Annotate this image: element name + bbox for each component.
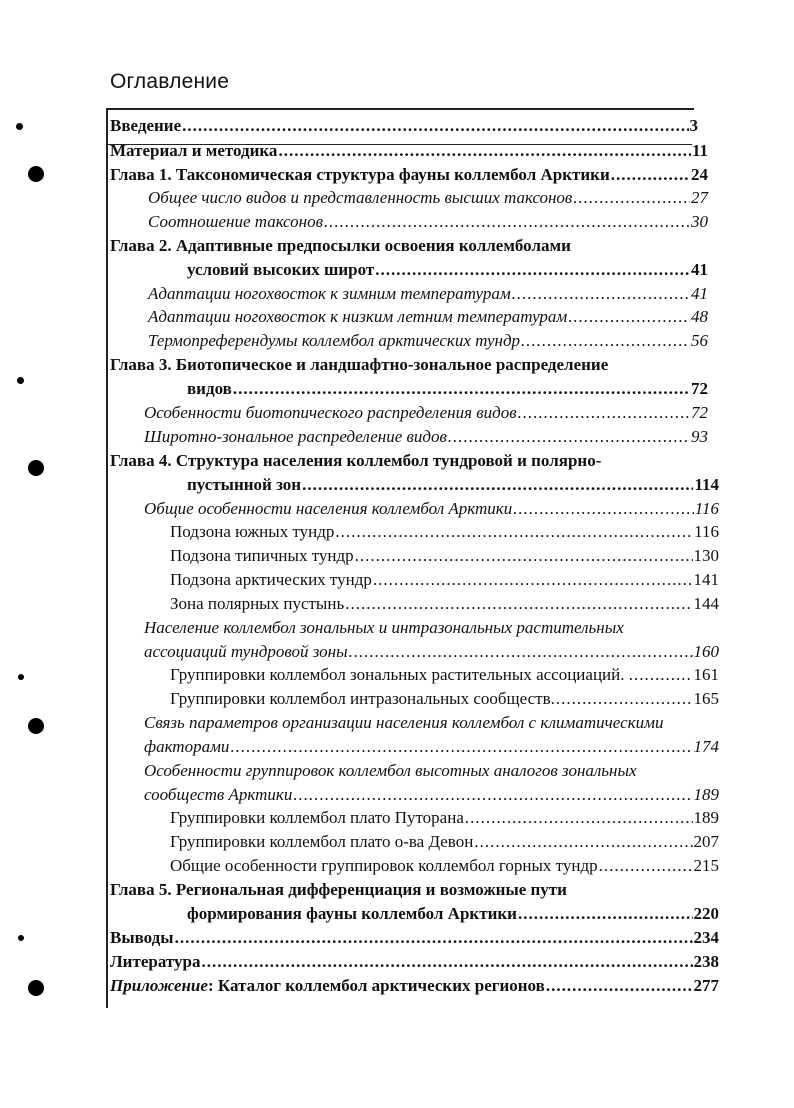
toc-entry-section[interactable]: Термопреферендумы коллембол арктических тундр ..... 56 <box>148 330 708 352</box>
toc-entry-subsection[interactable]: Группировки коллембол плато о-ва Девон ..... 207 <box>170 831 719 853</box>
toc-entry-section[interactable]: Широтно-зональное распределение видов ..... 93 <box>144 426 708 448</box>
scan-mark <box>18 674 24 680</box>
toc-entry-subsection[interactable]: Общие особенности группировок коллембол горных тундр ..... 215 <box>170 855 719 877</box>
toc-entry-chapter-2-cont[interactable]: условий высоких широт ..... 41 <box>187 259 708 281</box>
toc-entry-chapter-2[interactable]: Глава 2. Адаптивные предпосылки освоения коллемболами <box>110 236 571 255</box>
toc-entry-subsection[interactable]: Подзона южных тундр ..... 116 <box>170 521 719 543</box>
toc-entry-section[interactable]: Население коллембол зональных и интразональных растительных <box>144 618 624 637</box>
toc-entry-subsection[interactable]: Группировки коллембол зональных растительных ассоциаций. . ..... 161 <box>170 664 719 686</box>
page-title: Оглавление <box>110 70 230 93</box>
toc-entry-section-cont[interactable]: факторами ..... 174 <box>144 736 719 758</box>
toc-entry-subsection[interactable]: Подзона арктических тундр ..... 141 <box>170 569 719 591</box>
toc-entry-subsection[interactable]: Группировки коллембол интразональных сообществ. ..... 165 <box>170 688 719 710</box>
toc-entry-conclusions[interactable]: Выводы ..... 234 <box>110 927 719 949</box>
appendix-label: Приложение <box>110 976 208 995</box>
toc-entry-chapter-4-cont[interactable]: пустынной зон ..... 114 <box>187 474 719 496</box>
punch-hole <box>28 460 44 476</box>
toc-entry-section[interactable]: Общее число видов и представленность высших таксонов ..... 27 <box>148 187 708 209</box>
toc-entry-subsection[interactable]: Подзона типичных тундр ..... 130 <box>170 545 719 567</box>
toc-entry-section[interactable]: Особенности группировок коллембол высотных аналогов зональных <box>144 761 637 780</box>
punch-hole <box>28 980 44 996</box>
toc-entry-section-cont[interactable]: ассоциаций тундровой зоны ..... 160 <box>144 641 719 663</box>
toc-entry-section[interactable]: Соотношение таксонов ..... 30 <box>148 211 708 233</box>
toc-entry-literature[interactable]: Литература ..... 238 <box>110 951 719 973</box>
punch-hole <box>28 718 44 734</box>
toc-entry-section-cont[interactable]: сообществ Арктики ..... 189 <box>144 784 719 806</box>
toc-entry-chapter-5[interactable]: Глава 5. Региональная дифференциация и возможные пути <box>110 880 567 899</box>
toc-entry-section[interactable]: Адаптации ногохвосток к низким летним температурам ..... 48 <box>148 306 708 328</box>
appendix-title: : Каталог коллембол арктических регионов <box>207 976 545 995</box>
scan-mark <box>17 377 24 384</box>
toc-entry-chapter-4[interactable]: Глава 4. Структура населения коллембол тундровой и полярно- <box>110 451 602 470</box>
scan-mark <box>16 123 23 130</box>
toc-entry-chapter-3[interactable]: Глава 3. Биотопическое и ландшафтно-зональное распределение <box>110 355 609 374</box>
toc-entry-materials[interactable]: Материал и методика ..... 11 <box>110 140 708 162</box>
toc-entry-section[interactable]: Связь параметров организации населения коллембол с климатическими <box>144 713 664 732</box>
toc-entry-chapter-5-cont[interactable]: формирования фауны коллембол Арктики ..... 220 <box>187 903 719 925</box>
punch-hole <box>28 166 44 182</box>
toc-entry-intro[interactable]: Введение ..... 3 <box>110 115 698 137</box>
toc-entry-chapter-1[interactable]: Глава 1. Таксономическая структура фауны коллембол Арктики ..... 24 <box>110 164 708 186</box>
toc-entry-section[interactable]: Особенности биотопического распределения видов ..... 72 <box>144 402 708 424</box>
toc-entry-chapter-3-cont[interactable]: видов ..... 72 <box>187 378 708 400</box>
toc-entry-subsection[interactable]: Группировки коллембол плато Путорана ..... 189 <box>170 807 719 829</box>
toc-entry-section[interactable]: Общие особенности населения коллембол Арктики ..... 116 <box>144 498 719 520</box>
scan-mark <box>18 935 24 941</box>
toc-entry-subsection[interactable]: Зона полярных пустынь ..... 144 <box>170 593 719 615</box>
toc-entry-appendix[interactable]: Приложение: Каталог коллембол арктических регионов ..... 277 <box>110 975 719 997</box>
toc-entry-section[interactable]: Адаптации ногохвосток к зимним температурам ..... 41 <box>148 283 708 305</box>
